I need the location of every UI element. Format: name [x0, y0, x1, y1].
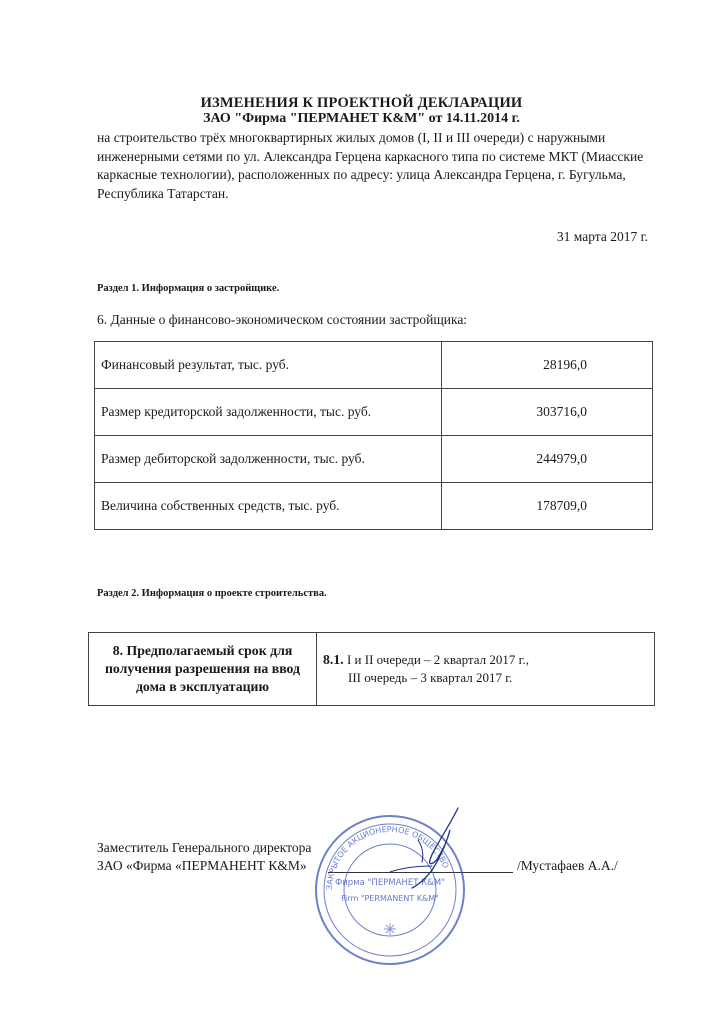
declaration-title: ИЗМЕНЕНИЯ К ПРОЕКТНОЙ ДЕКЛАРАЦИИ	[200, 95, 523, 111]
table-row	[95, 342, 653, 389]
table-row	[95, 436, 653, 483]
handwritten-signature	[360, 800, 470, 900]
section1-subheading: 6. Данные о финансово-экономическом состоянии застройщика:	[97, 312, 468, 327]
row-label: Величина собственных средств, тыс. руб.	[95, 483, 442, 530]
stamp-inner-text2: Firm "PERMANENT K&M"	[341, 894, 439, 903]
section2-heading: Раздел 2. Информация о проекте строительства.	[97, 588, 327, 599]
table-row	[95, 389, 653, 436]
row-value: 28196,0	[442, 342, 653, 389]
commissioning-label: 8. Предполагаемый срок для получения разрешения на ввод дома в эксплуатацию	[89, 633, 317, 706]
row-label: Размер кредиторской задолженности, тыс. руб.	[95, 389, 442, 436]
commissioning-value	[317, 633, 655, 706]
document-date: 31 марта 2017 г.	[556, 229, 648, 244]
stamp-inner-text1: Фирма "ПЕРМАНЕТ К&М"	[334, 878, 446, 888]
signer-company: ЗАО «Фирма «ПЕРМАНЕНТ К&М»	[97, 858, 307, 873]
signer-name: /Мустафаев А.А./	[517, 858, 618, 873]
commissioning-table	[88, 632, 655, 706]
table-row	[95, 483, 653, 530]
row-label: Размер дебиторской задолженности, тыс. руб.	[95, 436, 442, 483]
item-line2: III очередь – 3 квартал 2017 г.	[348, 670, 513, 685]
row-value: 303716,0	[442, 389, 653, 436]
stamp-outer-text: ЗАКРЫТОЕ АКЦИОНЕРНОЕ ОБЩЕСТВО	[324, 824, 451, 891]
financial-table	[94, 341, 653, 530]
row-value: 244979,0	[442, 436, 653, 483]
row-label: Финансовый результат, тыс. руб.	[95, 342, 442, 389]
item-number: 8.1.	[323, 652, 344, 667]
intro-paragraph: на строительство трёх многоквартирных жилых домов (I, II и III очереди) с наружными инженерными сетями по ул. Александра Герцена каркасного типа по системе МКТ (Миасские каркасные технологии), расположенных по адресу: улица Александра Герцена, г. Бугульма, Республика Татарстан.	[97, 130, 644, 201]
row-value: 178709,0	[442, 483, 653, 530]
item-line1: I и II очереди – 2 квартал 2017 г.,	[346, 652, 529, 667]
signer-position: Заместитель Генерального директора	[97, 840, 312, 855]
table-row	[89, 633, 655, 706]
declaration-subtitle: ЗАО "Фирма "ПЕРМАНЕТ К&М" от 14.11.2014 г.	[203, 111, 520, 126]
section1-heading: Раздел 1. Информация о застройщике.	[97, 283, 280, 294]
